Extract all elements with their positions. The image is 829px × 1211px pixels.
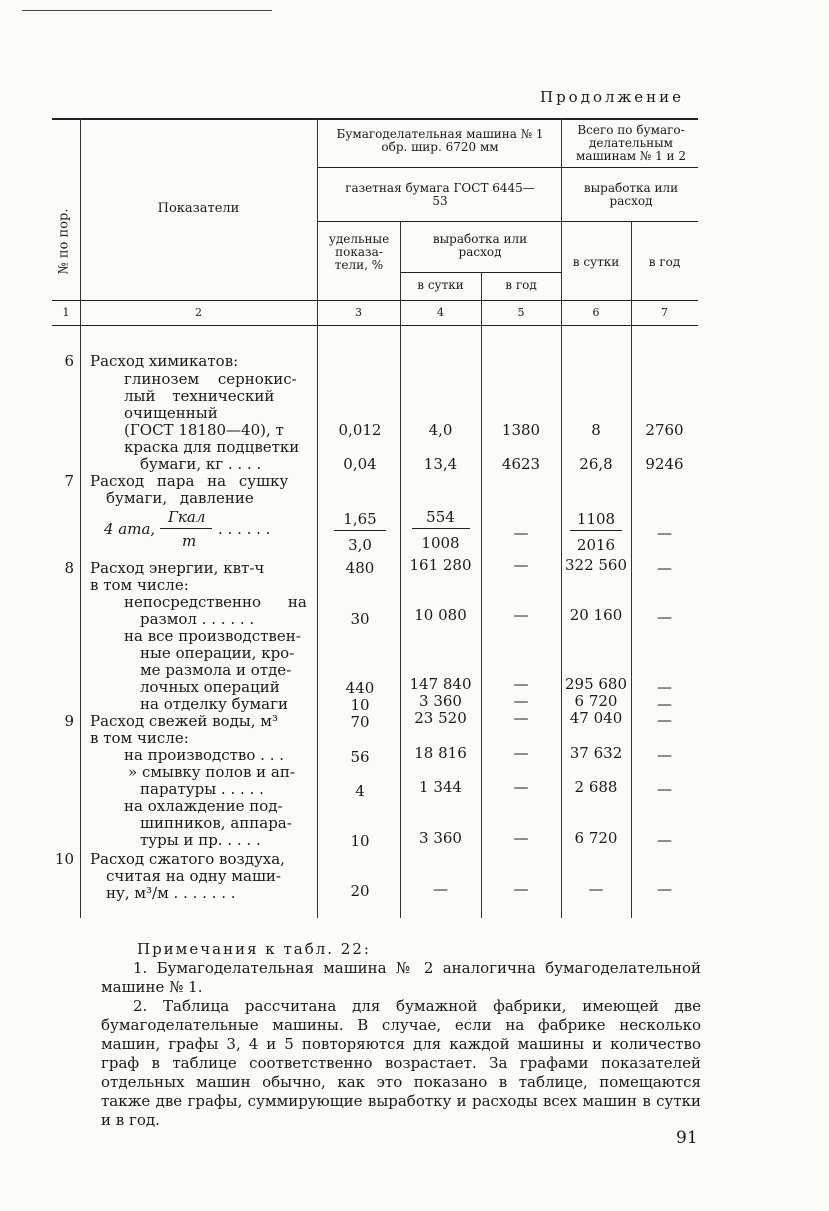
r8b-c7: — xyxy=(657,678,672,696)
r9-c7: — xyxy=(657,711,672,729)
header-per-day-total: в сутки xyxy=(572,255,620,269)
r7-c7: — xyxy=(657,524,672,542)
row8-line9: на отделку бумаги xyxy=(140,695,288,713)
r7-c4a: 554 xyxy=(426,508,455,526)
r8-c6: 322 560 xyxy=(564,556,628,574)
row6-line5: (ГОСТ 18180—40), т xyxy=(124,421,284,439)
r10-c4: — xyxy=(433,880,448,898)
notes-title: Примечания к табл. 22: xyxy=(137,940,371,958)
r8c-c7: — xyxy=(657,695,672,713)
row7-line2: бумаги, давление xyxy=(106,489,254,507)
r7-c4-bar xyxy=(412,528,470,529)
continuation-label: Продолжение xyxy=(540,88,685,106)
r6b-c6: 26,8 xyxy=(579,455,613,473)
row6-line1: Расход химикатов: xyxy=(90,352,239,370)
row8-line5: на все производствен- xyxy=(124,627,301,645)
r9b-c7: — xyxy=(657,780,672,798)
r10-c7: — xyxy=(657,880,672,898)
r9a-c3: 56 xyxy=(350,748,370,766)
header-specific: удельные показа-тели, % xyxy=(328,232,390,272)
r9b-c6: 2 688 xyxy=(574,778,618,796)
r9-c4: 23 520 xyxy=(414,709,467,727)
page-number: 91 xyxy=(676,1128,698,1148)
r9-c5: — xyxy=(513,709,529,727)
header-per-day: в сутки xyxy=(417,278,464,292)
r8b-c4: 147 840 xyxy=(409,675,472,693)
r9-c6: 47 040 xyxy=(569,709,623,727)
r7-c3a: 1,65 xyxy=(343,510,377,528)
colnum-6: 6 xyxy=(592,306,600,319)
r8-c3: 480 xyxy=(345,559,375,577)
row9-line5: паратуры . . . . . xyxy=(140,780,264,798)
row9-line2: в том числе: xyxy=(90,729,189,747)
row-num-7: 7 xyxy=(64,472,74,490)
r8b-c5: — xyxy=(513,675,529,693)
header-total: Всего по бумаго-делательным машинам № 1 и 2 xyxy=(575,123,686,163)
r10-c3: 20 xyxy=(350,882,370,900)
r8b-c6: 295 680 xyxy=(564,675,628,693)
colnum-4: 4 xyxy=(437,306,444,319)
row7-line1: Расход пара на сушку xyxy=(90,472,289,490)
r7-c3-bar xyxy=(334,530,386,531)
row-num-6: 6 xyxy=(64,352,74,370)
row8-line7: ме размола и отде- xyxy=(140,661,292,679)
r6b-c5: 4623 xyxy=(501,455,541,473)
r6a-c6: 8 xyxy=(591,421,601,439)
row8-line8: лочных операций xyxy=(140,678,280,696)
r7-c5: — xyxy=(513,524,529,542)
r6b-c4: 13,4 xyxy=(423,455,458,473)
row9-line1: Расход свежей воды, м³ xyxy=(90,712,278,730)
header-machine1: Бумагоделательная машина № 1 обр. шир. 6720 мм xyxy=(336,127,544,154)
r8c-c6: 6 720 xyxy=(574,692,618,710)
r7-c6a: 1108 xyxy=(576,510,616,528)
row7-fraction-bar xyxy=(160,528,212,529)
r8a-c7: — xyxy=(657,608,672,626)
r9b-c4: 1 344 xyxy=(419,778,462,796)
r7-c3b: 3,0 xyxy=(348,536,372,554)
r8b-c3: 440 xyxy=(345,679,375,697)
row7-unit-den: т xyxy=(182,532,197,550)
r6a-c4: 4,0 xyxy=(428,421,453,439)
row6-line6: краска для подцветки xyxy=(124,438,300,456)
r7-c6-bar xyxy=(570,530,622,531)
r8c-c3: 10 xyxy=(350,696,370,714)
r9c-c5: — xyxy=(513,829,529,847)
colnum-2: 2 xyxy=(195,306,202,319)
header-num-text: № по пор. xyxy=(56,208,72,275)
r7-c4b: 1008 xyxy=(421,534,460,552)
r8a-c6: 20 160 xyxy=(569,606,623,624)
r8c-c4: 3 360 xyxy=(419,692,462,710)
r6a-c7: 2760 xyxy=(645,421,684,439)
r9c-c3: 10 xyxy=(350,832,370,850)
header-indicators: Показатели xyxy=(157,201,240,216)
r8a-c5: — xyxy=(513,606,529,624)
row9-line6: на охлаждение под- xyxy=(124,797,283,815)
r9c-c4: 3 360 xyxy=(419,829,462,847)
r8a-c4: 10 080 xyxy=(414,606,467,624)
row9-line7: шипников, аппара- xyxy=(140,814,292,832)
r9b-c5: — xyxy=(513,778,529,796)
r8-c5: — xyxy=(513,556,529,574)
r6b-c7: 9246 xyxy=(645,455,684,473)
r9c-c7: — xyxy=(657,831,672,849)
r10-c5: — xyxy=(513,880,529,898)
row8-line6: ные операции, кро- xyxy=(140,644,295,662)
colnum-3: 3 xyxy=(355,306,362,319)
r9c-c6: 6 720 xyxy=(574,829,618,847)
r8-c7: — xyxy=(657,559,672,577)
row9-line8: туры и пр. . . . . xyxy=(140,831,261,849)
row7-unit-a: 4 ата, xyxy=(104,520,156,538)
row8-line1: Расход энергии, квт-ч xyxy=(90,559,265,577)
row10-line1: Расход сжатого воздуха, xyxy=(90,850,285,868)
row-num-8: 8 xyxy=(64,559,74,577)
r9a-c6: 37 632 xyxy=(569,744,623,762)
row7-unit-num: Гкал xyxy=(168,508,206,526)
colnum-7: 7 xyxy=(661,306,668,319)
note-1: 1. Бумагоделательная машина № 2 аналогична бумагоделательной машине № 1. xyxy=(101,959,701,996)
r9a-c4: 18 816 xyxy=(414,744,467,762)
r6a-c5: 1380 xyxy=(501,421,541,439)
row6-line3: лый технический xyxy=(124,387,275,405)
row6-line4: очищенный xyxy=(124,404,218,422)
row10-line2: считая на одну маши- xyxy=(106,867,281,885)
r6b-c3: 0,04 xyxy=(343,455,377,473)
row9-line3: на производство . . . xyxy=(124,746,285,764)
row8-line3: непосредственно на xyxy=(124,593,307,611)
r7-c6b: 2016 xyxy=(576,536,616,554)
row8-line4: размол . . . . . . xyxy=(140,610,255,628)
header-paper: газетная бумага ГОСТ 6445—53 xyxy=(345,181,535,208)
row8-line2: в том числе: xyxy=(90,576,189,594)
row6-line7: бумаги, кг . . . . xyxy=(140,455,262,473)
header-output-total: выработка или расход xyxy=(583,181,679,208)
row-num-10: 10 xyxy=(54,850,74,868)
r9b-c3: 4 xyxy=(355,782,365,800)
header-per-year: в год xyxy=(505,278,537,292)
colnum-1: 1 xyxy=(62,306,70,319)
note-2: 2. Таблица рассчитана для бумажной фабрики, имеющей две бумагоделательные машины. В случае, если на фабрике несколько машин, графы 3, 4 и 5 повторяются для каждой машины и количество граф в таблице соответственно возрастает. За графами показателей отдельных машин обычно, как это показано в таблице, помещаются также две графы, суммирующие выработку и расходы всех машин в сутки и в год. xyxy=(101,997,701,1129)
r8-c4: 161 280 xyxy=(409,556,472,574)
r9a-c7: — xyxy=(657,746,672,764)
notes xyxy=(101,940,701,1130)
r8c-c5: — xyxy=(513,692,529,710)
r10-c6: — xyxy=(588,880,604,898)
row-num-9: 9 xyxy=(64,712,74,730)
row9-line4: » смывку полов и ап- xyxy=(128,763,295,781)
r6a-c3: 0,012 xyxy=(338,421,382,439)
row7-dots: . . . . . . xyxy=(218,520,271,538)
r9-c3: 70 xyxy=(350,713,370,731)
header-per-year-total: в год xyxy=(648,255,681,269)
colnum-5: 5 xyxy=(517,306,525,319)
row10-line3: ну, м³/м . . . . . . . xyxy=(106,884,236,902)
header-output: выработка или расход xyxy=(432,232,528,259)
r8a-c3: 30 xyxy=(350,610,370,628)
row6-line2: глинозем сернокис- xyxy=(124,370,297,388)
r9a-c5: — xyxy=(513,744,529,762)
